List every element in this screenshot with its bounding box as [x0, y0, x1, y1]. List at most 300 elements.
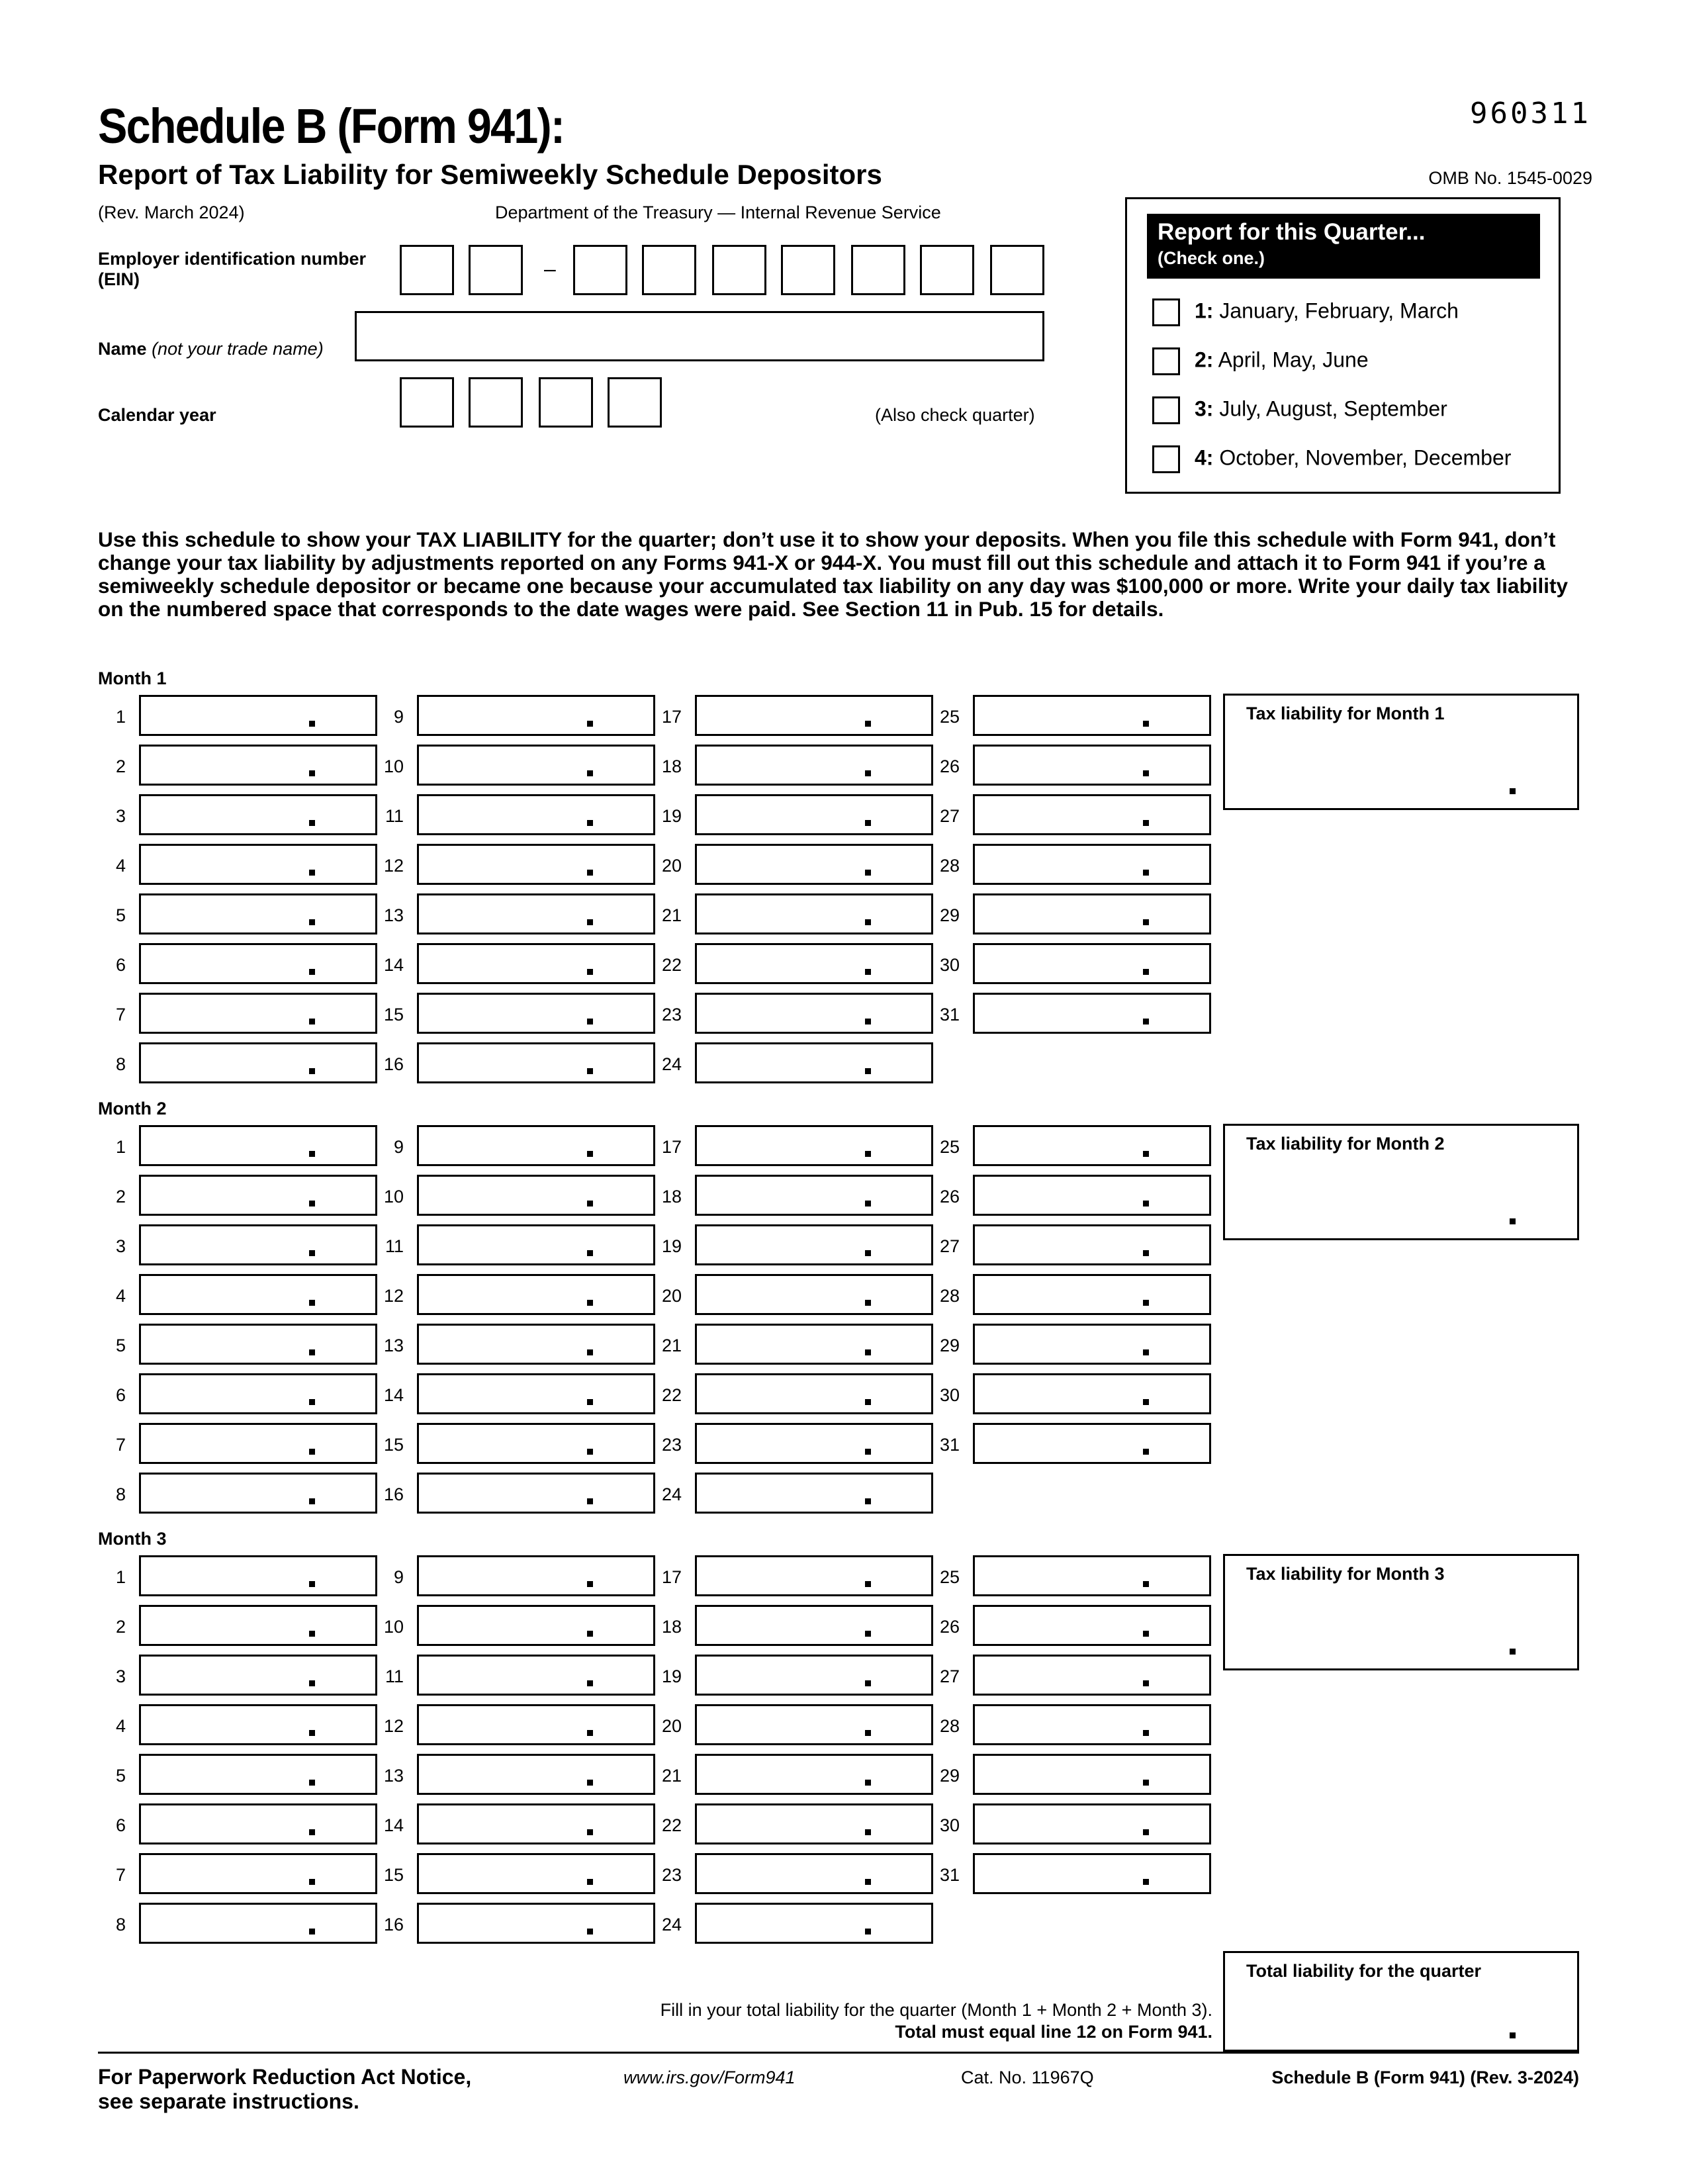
day-number: 12 — [383, 1286, 404, 1306]
day-number: 7 — [115, 1865, 126, 1885]
month-3-day-input[interactable] — [417, 1754, 655, 1795]
day-number: 23 — [661, 1865, 682, 1885]
instructions-prefix: Use this schedule to show your — [98, 527, 417, 551]
decimal-dot — [587, 969, 593, 975]
day-number: 26 — [939, 756, 960, 776]
month-2-day-input[interactable] — [973, 1373, 1211, 1414]
paperwork-notice — [98, 2065, 471, 2114]
day-number: 13 — [383, 905, 404, 925]
decimal-dot — [865, 770, 871, 776]
day-number: 15 — [383, 1005, 404, 1024]
decimal-dot — [309, 1929, 315, 1934]
instructions-emphasis: TAX LIABILITY — [416, 527, 562, 551]
ein-digit-4[interactable] — [642, 245, 696, 295]
day-number: 6 — [115, 955, 126, 975]
decimal-dot — [309, 1730, 315, 1736]
day-number: 21 — [661, 1766, 682, 1786]
day-number: 7 — [115, 1005, 126, 1024]
month-3-day-input[interactable] — [973, 1803, 1211, 1844]
month-1-day-input[interactable] — [139, 695, 377, 736]
year-digit-4[interactable] — [608, 377, 662, 428]
month-3-day-input[interactable] — [139, 1754, 377, 1795]
ein-digit-5[interactable] — [712, 245, 766, 295]
month-2-day-input[interactable] — [695, 1175, 933, 1216]
day-number: 27 — [939, 1236, 960, 1256]
month-1-day-input[interactable] — [695, 695, 933, 736]
day-number: 20 — [661, 1716, 682, 1736]
quarter-3-num: 3: — [1195, 396, 1214, 421]
day-number: 8 — [115, 1484, 126, 1504]
month-1-day-input[interactable] — [695, 943, 933, 984]
decimal-dot — [309, 969, 315, 975]
ein-label-line1: Employer identification number — [98, 249, 367, 269]
ein-dash: – — [544, 257, 556, 281]
decimal-dot — [865, 1929, 871, 1934]
month-3-day-input[interactable] — [417, 1903, 655, 1944]
omb-number: OMB No. 1545-0029 — [1428, 168, 1592, 188]
month-1-day-input[interactable] — [139, 745, 377, 786]
day-number: 16 — [383, 1054, 404, 1074]
month-1-day-input[interactable] — [417, 794, 655, 835]
day-number: 16 — [383, 1915, 404, 1934]
day-number: 18 — [661, 756, 682, 776]
month-2-day-input[interactable] — [417, 1324, 655, 1365]
day-number: 10 — [383, 756, 404, 776]
ein-digit-2[interactable] — [469, 245, 523, 295]
quarter-option-2[interactable] — [1152, 347, 1369, 375]
quarter-option-3[interactable] — [1152, 396, 1447, 424]
month-1-day-input[interactable] — [417, 993, 655, 1034]
department: Department of the Treasury — Internal Revenue Service — [495, 203, 941, 222]
decimal-dot — [309, 1879, 315, 1885]
day-number: 26 — [939, 1617, 960, 1637]
day-number: 5 — [115, 905, 126, 925]
quarter-heading — [1147, 214, 1540, 279]
month-3-day-input[interactable] — [139, 1903, 377, 1944]
day-number: 12 — [383, 1716, 404, 1736]
decimal-dot — [865, 1068, 871, 1074]
day-number: 10 — [383, 1187, 404, 1206]
decimal-dot — [865, 1581, 871, 1587]
day-number: 13 — [383, 1336, 404, 1355]
day-number: 10 — [383, 1617, 404, 1637]
month-3-day-input[interactable] — [695, 1704, 933, 1745]
day-number: 25 — [939, 1137, 960, 1157]
day-number: 14 — [383, 955, 404, 975]
decimal-dot — [587, 1399, 593, 1405]
month-1-day-input[interactable] — [695, 844, 933, 885]
day-number: 11 — [385, 1666, 404, 1686]
day-number: 21 — [661, 905, 682, 925]
decimal-dot — [309, 1068, 315, 1074]
name-label-text: Name — [98, 339, 147, 359]
month-2-day-input[interactable] — [139, 1224, 377, 1265]
month-2-day-input[interactable] — [139, 1175, 377, 1216]
month-3-day-input[interactable] — [139, 1555, 377, 1596]
decimal-dot — [1143, 1730, 1149, 1736]
decimal-dot — [309, 1151, 315, 1157]
decimal-dot — [587, 1019, 593, 1024]
day-number: 19 — [661, 1666, 682, 1686]
month-2-label: Month 2 — [98, 1099, 167, 1118]
decimal-dot — [309, 1449, 315, 1455]
name-label-note: (not your trade name) — [152, 339, 324, 359]
decimal-dot — [587, 1581, 593, 1587]
decimal-dot — [865, 1019, 871, 1024]
day-number: 4 — [115, 1286, 126, 1306]
decimal-dot — [865, 820, 871, 826]
month-3-day-input[interactable] — [417, 1555, 655, 1596]
decimal-dot — [1143, 1151, 1149, 1157]
instructions — [98, 528, 1574, 621]
month-2-day-input[interactable] — [417, 1224, 655, 1265]
decimal-dot — [587, 1449, 593, 1455]
decimal-dot — [1143, 1250, 1149, 1256]
decimal-dot — [309, 721, 315, 727]
form-subtitle: Report of Tax Liability for Semiweekly Schedule Depositors — [98, 159, 882, 190]
decimal-dot — [1143, 1019, 1149, 1024]
decimal-dot — [865, 1730, 871, 1736]
month-3-day-input[interactable] — [695, 1555, 933, 1596]
month-3-day-input[interactable] — [417, 1803, 655, 1844]
decimal-dot — [309, 1631, 315, 1637]
day-number: 7 — [115, 1435, 126, 1455]
day-number: 15 — [383, 1435, 404, 1455]
month-3-day-input[interactable] — [695, 1803, 933, 1844]
month-1-day-input[interactable] — [139, 1042, 377, 1083]
decimal-dot — [587, 1780, 593, 1786]
ein-digit-6[interactable] — [781, 245, 835, 295]
month-3-day-input[interactable] — [139, 1655, 377, 1696]
paperwork-line1: For Paperwork Reduction Act Notice, — [98, 2065, 472, 2089]
decimal-dot — [587, 1879, 593, 1885]
decimal-dot — [587, 1680, 593, 1686]
decimal-dot — [1143, 770, 1149, 776]
decimal-dot — [587, 1151, 593, 1157]
month-2-total-box[interactable] — [1223, 1124, 1579, 1240]
month-2-day-input[interactable] — [973, 1175, 1211, 1216]
month-3-day-input[interactable] — [973, 1704, 1211, 1745]
day-number: 27 — [939, 1666, 960, 1686]
decimal-dot — [1143, 870, 1149, 876]
decimal-dot — [309, 1581, 315, 1587]
decimal-dot — [1510, 788, 1516, 794]
month-1-day-input[interactable] — [973, 943, 1211, 984]
ein-digit-9[interactable] — [990, 245, 1044, 295]
ein-label — [98, 249, 366, 290]
month-2-day-input[interactable] — [139, 1473, 377, 1514]
quarter-3-label: July, August, September — [1219, 396, 1447, 421]
quarter-3-checkbox[interactable] — [1152, 396, 1180, 424]
day-number: 31 — [939, 1865, 960, 1885]
month-3-day-input[interactable] — [695, 1754, 933, 1795]
day-number: 9 — [393, 1567, 404, 1587]
quarter-2-label: April, May, June — [1218, 347, 1369, 372]
month-1-day-input[interactable] — [973, 844, 1211, 885]
month-1-day-input[interactable] — [417, 745, 655, 786]
decimal-dot — [1510, 2032, 1516, 2038]
decimal-dot — [865, 919, 871, 925]
month-1-day-input[interactable] — [695, 745, 933, 786]
month-2-day-input[interactable] — [417, 1125, 655, 1166]
decimal-dot — [587, 1250, 593, 1256]
month-3-day-input[interactable] — [973, 1655, 1211, 1696]
footer-rule — [98, 2052, 1579, 2054]
decimal-dot — [309, 919, 315, 925]
day-number: 25 — [939, 1567, 960, 1587]
year-digit-3[interactable] — [539, 377, 593, 428]
decimal-dot — [309, 1498, 315, 1504]
month-2-day-input[interactable] — [417, 1373, 655, 1414]
day-number: 28 — [939, 1716, 960, 1736]
month-2-day-input[interactable] — [973, 1324, 1211, 1365]
month-2-day-input[interactable] — [973, 1224, 1211, 1265]
month-3-day-input[interactable] — [695, 1655, 933, 1696]
month-3-day-input[interactable] — [417, 1853, 655, 1894]
decimal-dot — [1143, 1581, 1149, 1587]
day-number: 4 — [115, 856, 126, 876]
month-2-day-input[interactable] — [417, 1473, 655, 1514]
day-number: 6 — [115, 1815, 126, 1835]
decimal-dot — [309, 1300, 315, 1306]
month-2-day-input[interactable] — [417, 1175, 655, 1216]
day-number: 5 — [115, 1766, 126, 1786]
quarter-4-checkbox[interactable] — [1152, 445, 1180, 473]
decimal-dot — [1143, 820, 1149, 826]
day-number: 26 — [939, 1187, 960, 1206]
decimal-dot — [1143, 1879, 1149, 1885]
month-1-day-input[interactable] — [695, 794, 933, 835]
quarter-2-num: 2: — [1195, 347, 1214, 372]
ein-digit-1[interactable] — [400, 245, 454, 295]
decimal-dot — [587, 1300, 593, 1306]
month-2-day-input[interactable] — [139, 1423, 377, 1464]
day-number: 12 — [383, 856, 404, 876]
decimal-dot — [1143, 969, 1149, 975]
total-liability-box[interactable] — [1223, 1951, 1579, 2052]
decimal-dot — [309, 1680, 315, 1686]
decimal-dot — [865, 1201, 871, 1206]
month-2-day-input[interactable] — [139, 1373, 377, 1414]
month-1-day-input[interactable] — [417, 893, 655, 934]
month-1-day-input[interactable] — [139, 893, 377, 934]
day-number: 3 — [115, 1236, 126, 1256]
ein-digit-8[interactable] — [920, 245, 974, 295]
month-2-day-input[interactable] — [695, 1373, 933, 1414]
decimal-dot — [1143, 1201, 1149, 1206]
day-number: 17 — [661, 1567, 682, 1587]
month-2-day-input[interactable] — [139, 1274, 377, 1315]
day-number: 17 — [661, 707, 682, 727]
month-1-total-box[interactable] — [1223, 694, 1579, 810]
month-1-day-input[interactable] — [973, 993, 1211, 1034]
total-note-line2: Total must equal line 12 on Form 941. — [895, 2022, 1212, 2042]
month-1-day-input[interactable] — [417, 844, 655, 885]
decimal-dot — [865, 1449, 871, 1455]
decimal-dot — [1143, 1300, 1149, 1306]
month-2-day-input[interactable] — [695, 1224, 933, 1265]
decimal-dot — [587, 1829, 593, 1835]
month-2-day-input[interactable] — [973, 1274, 1211, 1315]
year-digit-1[interactable] — [400, 377, 454, 428]
day-number: 23 — [661, 1005, 682, 1024]
month-3-day-input[interactable] — [973, 1605, 1211, 1646]
day-number: 6 — [115, 1385, 126, 1405]
month-3-day-input[interactable] — [695, 1853, 933, 1894]
month-2-day-input[interactable] — [973, 1125, 1211, 1166]
total-note-line1: Fill in your total liability for the quarter (Month 1 + Month 2 + Month 3). — [660, 2000, 1212, 2020]
month-3-day-input[interactable] — [695, 1605, 933, 1646]
day-number: 2 — [115, 756, 126, 776]
month-2-day-input[interactable] — [695, 1473, 933, 1514]
quarter-heading-text: Report for this Quarter... — [1158, 219, 1426, 245]
quarter-subheading: (Check one.) — [1158, 248, 1265, 268]
day-number: 9 — [393, 707, 404, 727]
day-number: 24 — [661, 1915, 682, 1934]
month-3-day-input[interactable] — [139, 1704, 377, 1745]
day-number: 2 — [115, 1187, 126, 1206]
quarter-1-num: 1: — [1195, 298, 1214, 323]
month-1-day-input[interactable] — [973, 893, 1211, 934]
day-number: 14 — [383, 1815, 404, 1835]
month-2-day-input[interactable] — [695, 1274, 933, 1315]
day-number: 19 — [661, 1236, 682, 1256]
decimal-dot — [587, 1201, 593, 1206]
month-1-day-input[interactable] — [695, 893, 933, 934]
day-number: 29 — [939, 905, 960, 925]
decimal-dot — [309, 1780, 315, 1786]
decimal-dot — [587, 1730, 593, 1736]
decimal-dot — [587, 919, 593, 925]
decimal-dot — [309, 1201, 315, 1206]
form-code: 960311 — [1470, 97, 1591, 130]
decimal-dot — [587, 1068, 593, 1074]
month-3-day-input[interactable] — [417, 1704, 655, 1745]
decimal-dot — [865, 1680, 871, 1686]
quarter-option-1[interactable] — [1152, 298, 1459, 326]
month-1-day-input[interactable] — [695, 993, 933, 1034]
day-number: 29 — [939, 1766, 960, 1786]
month-3-day-input[interactable] — [417, 1655, 655, 1696]
ein-digit-3[interactable] — [573, 245, 627, 295]
day-number: 8 — [115, 1915, 126, 1934]
decimal-dot — [865, 1498, 871, 1504]
month-2-day-input[interactable] — [139, 1125, 377, 1166]
month-2-day-input[interactable] — [417, 1423, 655, 1464]
calendar-year-label: Calendar year — [98, 405, 216, 425]
form-title: Schedule B (Form 941): — [98, 99, 565, 154]
decimal-dot — [587, 770, 593, 776]
day-number: 25 — [939, 707, 960, 727]
decimal-dot — [587, 870, 593, 876]
quarter-2-checkbox[interactable] — [1152, 347, 1180, 375]
month-3-total-box[interactable] — [1223, 1554, 1579, 1670]
month-2-day-input[interactable] — [417, 1274, 655, 1315]
day-number: 29 — [939, 1336, 960, 1355]
day-number: 19 — [661, 806, 682, 826]
month-1-day-input[interactable] — [139, 993, 377, 1034]
day-number: 1 — [115, 1567, 126, 1587]
decimal-dot — [1143, 1829, 1149, 1835]
day-number: 3 — [115, 806, 126, 826]
month-1-day-input[interactable] — [973, 745, 1211, 786]
month-3-day-input[interactable] — [417, 1605, 655, 1646]
month-3-day-input[interactable] — [139, 1605, 377, 1646]
decimal-dot — [865, 1151, 871, 1157]
total-note — [660, 2000, 1212, 2042]
decimal-dot — [587, 1929, 593, 1934]
day-number: 13 — [383, 1766, 404, 1786]
month-2-day-input[interactable] — [695, 1423, 933, 1464]
day-number: 22 — [661, 1815, 682, 1835]
month-1-day-input[interactable] — [139, 794, 377, 835]
quarter-1-checkbox[interactable] — [1152, 298, 1180, 326]
month-3-day-input[interactable] — [139, 1853, 377, 1894]
day-number: 31 — [939, 1005, 960, 1024]
decimal-dot — [1143, 721, 1149, 727]
revision-date: (Rev. March 2024) — [98, 203, 245, 222]
decimal-dot — [1510, 1218, 1516, 1224]
decimal-dot — [865, 1399, 871, 1405]
month-2-day-input[interactable] — [695, 1125, 933, 1166]
month-3-label: Month 3 — [98, 1529, 167, 1549]
month-3-day-input[interactable] — [973, 1853, 1211, 1894]
day-number: 23 — [661, 1435, 682, 1455]
day-number: 30 — [939, 1385, 960, 1405]
month-1-day-input[interactable] — [695, 1042, 933, 1083]
month-2-day-input[interactable] — [973, 1423, 1211, 1464]
ein-digit-7[interactable] — [851, 245, 905, 295]
month-3-day-input[interactable] — [139, 1803, 377, 1844]
month-2-day-input[interactable] — [695, 1324, 933, 1365]
decimal-dot — [309, 1250, 315, 1256]
decimal-dot — [1143, 1449, 1149, 1455]
month-1-day-input[interactable] — [417, 1042, 655, 1083]
name-input[interactable] — [355, 311, 1044, 361]
decimal-dot — [1143, 1349, 1149, 1355]
day-number: 28 — [939, 1286, 960, 1306]
irs-url: www.irs.gov/Form941 — [623, 2068, 796, 2087]
month-1-day-input[interactable] — [973, 695, 1211, 736]
day-number: 11 — [385, 1236, 404, 1256]
month-1-day-input[interactable] — [973, 794, 1211, 835]
quarter-option-4[interactable] — [1152, 445, 1511, 473]
day-number: 21 — [661, 1336, 682, 1355]
decimal-dot — [309, 1829, 315, 1835]
decimal-dot — [865, 721, 871, 727]
month-3-day-input[interactable] — [973, 1555, 1211, 1596]
day-number: 18 — [661, 1617, 682, 1637]
day-number: 24 — [661, 1484, 682, 1504]
decimal-dot — [587, 721, 593, 727]
month-2-day-input[interactable] — [139, 1324, 377, 1365]
month-1-day-input[interactable] — [417, 695, 655, 736]
total-liability-label: Total liability for the quarter — [1246, 1961, 1482, 1981]
month-1-day-input[interactable] — [139, 943, 377, 984]
decimal-dot — [309, 1399, 315, 1405]
month-3-day-input[interactable] — [973, 1754, 1211, 1795]
day-number: 1 — [115, 1137, 126, 1157]
decimal-dot — [865, 969, 871, 975]
month-1-day-input[interactable] — [417, 943, 655, 984]
month-1-day-input[interactable] — [139, 844, 377, 885]
decimal-dot — [1510, 1649, 1516, 1655]
year-digit-2[interactable] — [469, 377, 523, 428]
ein-label-line2: (EIN) — [98, 269, 140, 289]
decimal-dot — [309, 820, 315, 826]
month-3-day-input[interactable] — [695, 1903, 933, 1944]
decimal-dot — [865, 1349, 871, 1355]
